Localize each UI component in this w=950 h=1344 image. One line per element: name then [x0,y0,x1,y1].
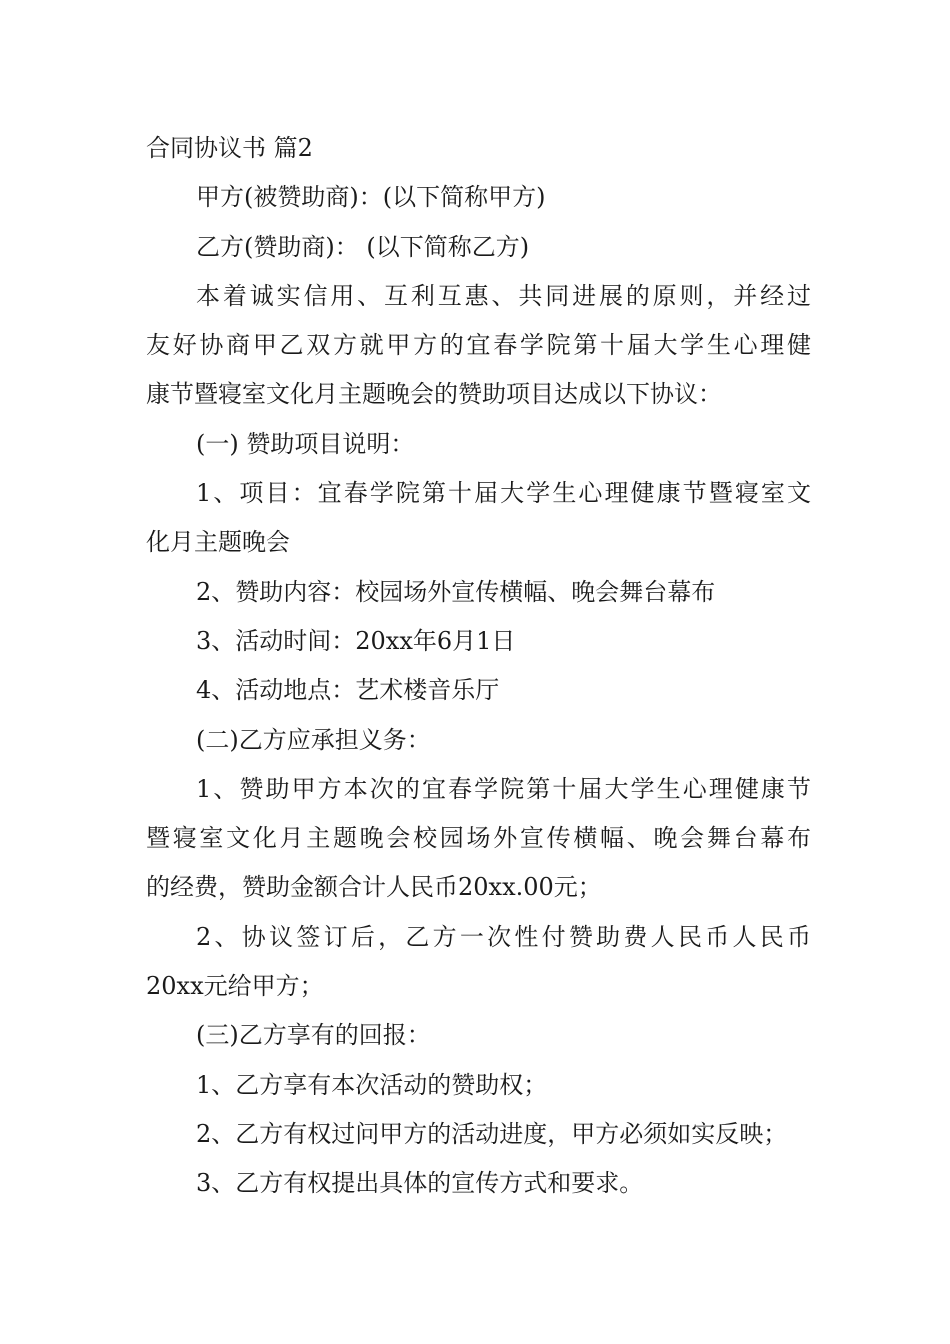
list-item-continued: 暨寝室文化月主题晚会校园场外宣传横幅、晚会舞台幕布 [146,824,811,853]
paragraph-line: 本着诚实信用、互利互惠、共同进展的原则，并经过 [196,281,811,310]
section-heading-1: (一) 赞助项目说明： [196,429,415,458]
list-item: 3、乙方有权提出具体的宣传方式和要求。 [196,1169,644,1198]
list-item: 2、协议签订后，乙方一次性付赞助费人民币人民币 [196,922,811,951]
section-heading-2: (二)乙方应承担义务： [196,725,431,754]
list-item: 1、乙方享有本次活动的赞助权； [196,1070,548,1099]
paragraph-line: 友好协商甲乙双方就甲方的宜春学院第十届大学生心理健 [146,331,811,360]
paragraph-line: 康节暨寝室文化月主题晚会的赞助项目达成以下协议： [146,380,722,409]
document-title: 合同协议书 篇2 [146,134,313,162]
list-item-continued: 20xx元给甲方； [146,972,324,1001]
section-heading-3: (三)乙方享有的回报： [196,1021,431,1050]
list-item-continued: 的经费，赞助金额合计人民币20xx.00元； [146,873,602,902]
list-item: 1、赞助甲方本次的宜春学院第十届大学生心理健康节 [196,774,811,803]
party-a-line: 甲方(被赞助商)：(以下简称甲方) [196,183,546,212]
list-item: 1、项目：宜春学院第十届大学生心理健康节暨寝室文 [196,479,811,508]
list-item: 4、活动地点：艺术楼音乐厅 [196,676,500,705]
list-item: 2、乙方有权过问甲方的活动进度，甲方必须如实反映； [196,1119,788,1148]
list-item: 2、赞助内容：校园场外宣传横幅、晚会舞台幕布 [196,577,716,606]
list-item-continued: 化月主题晚会 [146,528,290,557]
party-b-line: 乙方(赞助商)： (以下简称乙方) [196,232,530,261]
document-body [146,124,811,1209]
list-item: 3、活动时间：20xx年6月1日 [196,626,516,655]
